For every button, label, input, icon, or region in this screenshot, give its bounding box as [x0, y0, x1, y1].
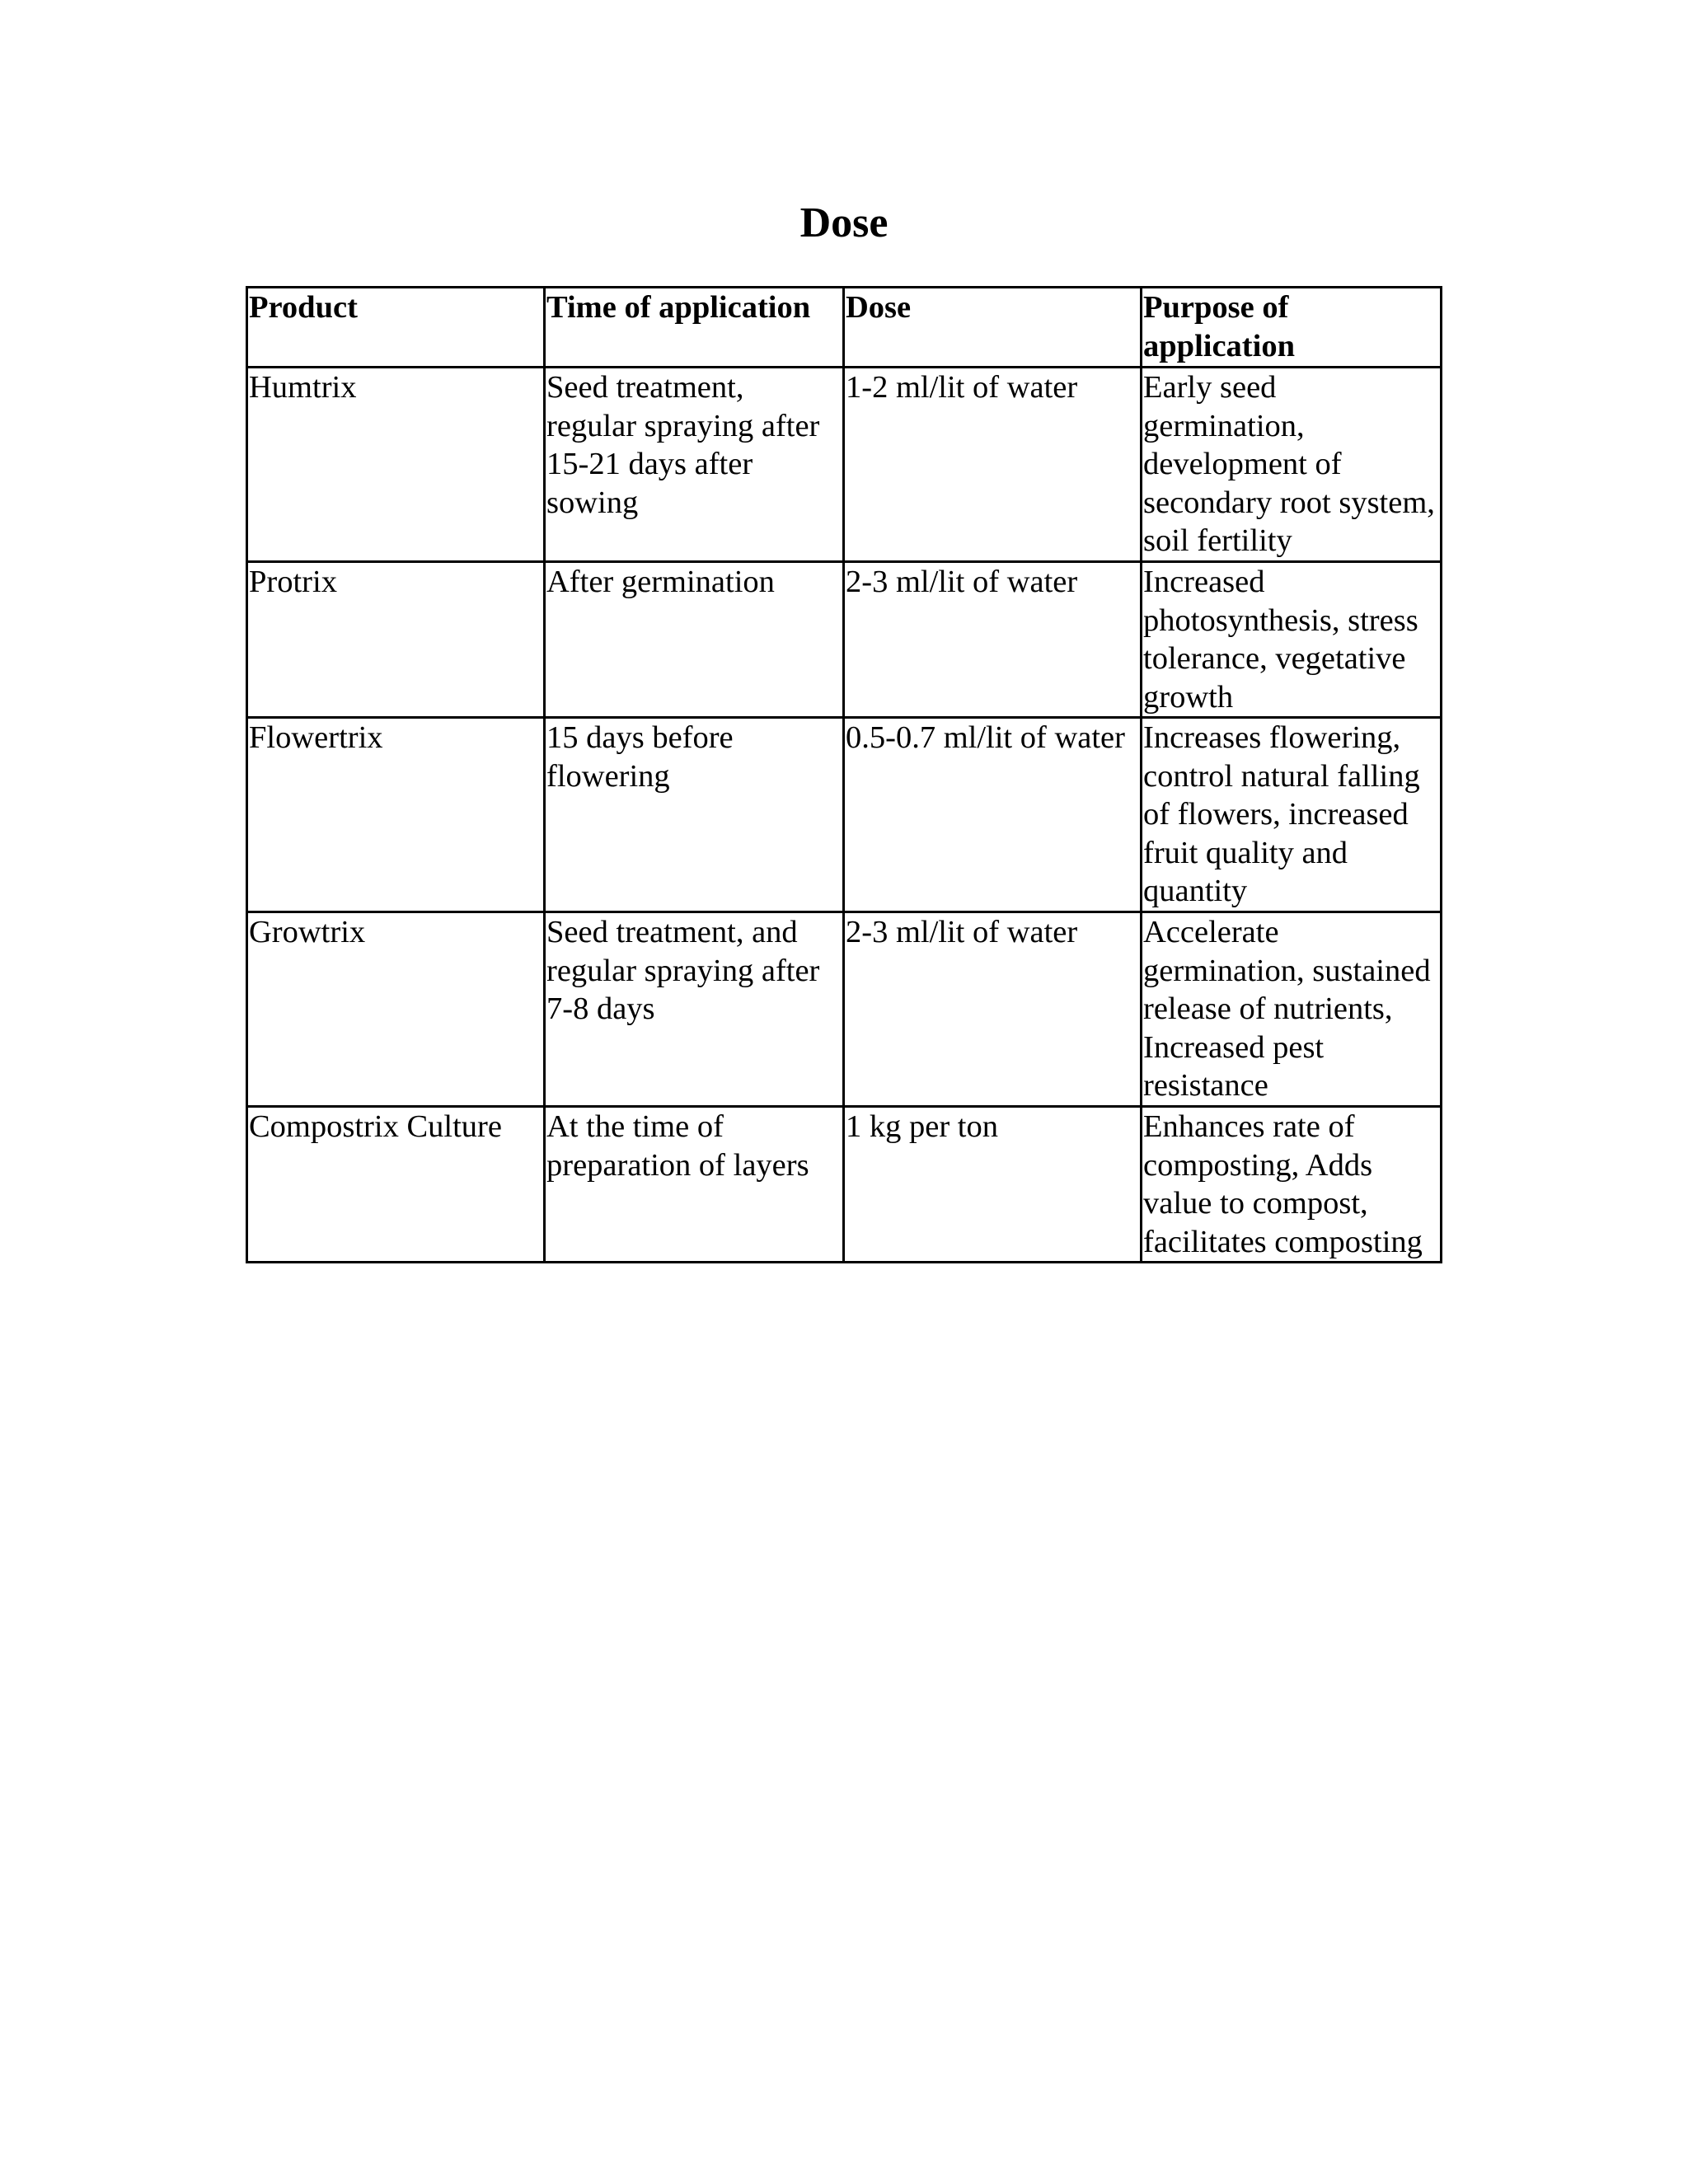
- cell-time: Seed treatment, and regular spraying after 7-8 days: [545, 912, 844, 1107]
- dose-table: [246, 286, 1442, 1263]
- cell-product: Humtrix: [247, 368, 545, 562]
- column-header-time-of-application: Time of application: [545, 288, 844, 368]
- cell-purpose: Increases flowering, control natural falling of flowers, increased fruit quality and quantity: [1142, 718, 1442, 912]
- cell-dose: 1-2 ml/lit of water: [844, 368, 1142, 562]
- column-header-product: Product: [247, 288, 545, 368]
- cell-product: Protrix: [247, 562, 545, 718]
- table-row: [247, 562, 1442, 718]
- table-row: [247, 368, 1442, 562]
- cell-purpose: Enhances rate of composting, Adds value to compost, facilitates composting: [1142, 1107, 1442, 1263]
- cell-product: Growtrix: [247, 912, 545, 1107]
- cell-purpose: Accelerate germination, sustained release of nutrients, Increased pest resistance: [1142, 912, 1442, 1107]
- cell-product: Compostrix Culture: [247, 1107, 545, 1263]
- cell-dose: 0.5-0.7 ml/lit of water: [844, 718, 1142, 912]
- cell-purpose: Early seed germination, development of secondary root system, soil fertility: [1142, 368, 1442, 562]
- cell-dose: 2-3 ml/lit of water: [844, 562, 1142, 718]
- column-header-dose: Dose: [844, 288, 1142, 368]
- cell-dose: 1 kg per ton: [844, 1107, 1142, 1263]
- cell-product: Flowertrix: [247, 718, 545, 912]
- cell-time: At the time of preparation of layers: [545, 1107, 844, 1263]
- table-row: [247, 912, 1442, 1107]
- cell-purpose: Increased photosynthesis, stress tolerance, vegetative growth: [1142, 562, 1442, 718]
- cell-time: Seed treatment, regular spraying after 15-21 days after sowing: [545, 368, 844, 562]
- cell-dose: 2-3 ml/lit of water: [844, 912, 1142, 1107]
- table-row: [247, 718, 1442, 912]
- cell-time: 15 days before flowering: [545, 718, 844, 912]
- page-title: Dose: [799, 199, 889, 246]
- table-header-row: [247, 288, 1442, 368]
- column-header-purpose-of-application: Purpose of application: [1142, 288, 1442, 368]
- table-row: [247, 1107, 1442, 1263]
- cell-time: After germination: [545, 562, 844, 718]
